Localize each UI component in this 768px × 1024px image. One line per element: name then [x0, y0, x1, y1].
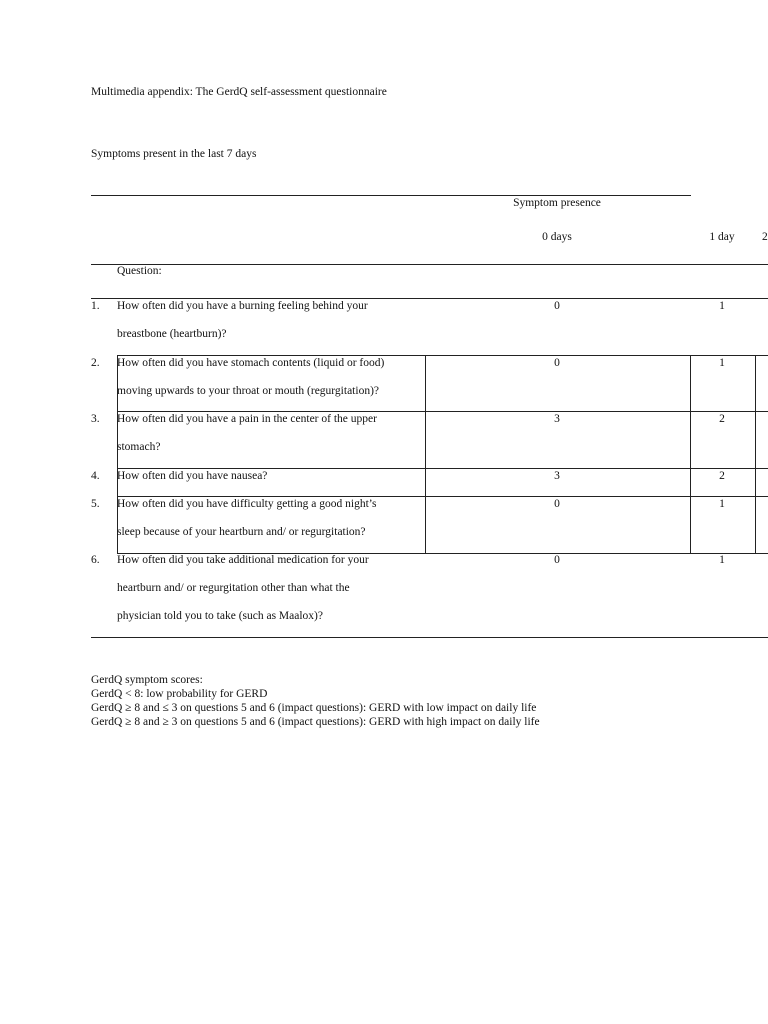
question-text-line: stomach? [117, 441, 161, 453]
row-divider [117, 468, 768, 469]
row-number: 5. [91, 498, 100, 510]
score-0-days: 3 [554, 413, 560, 425]
score-line: GerdQ ≥ 8 and ≤ 3 on questions 5 and 6 (impact questions): GERD with low impact on daily life [91, 702, 537, 714]
score-0-days: 0 [554, 300, 560, 312]
score-0-days: 0 [554, 357, 560, 369]
column-header-0-days: 0 days [542, 231, 572, 243]
row-number: 4. [91, 470, 100, 482]
row-number: 6. [91, 554, 100, 566]
question-text-line: How often did you have difficulty getting a good night’s [117, 498, 377, 510]
score-1-day: 2 [719, 470, 725, 482]
question-text-line: sleep because of your heartburn and/ or regurgitation? [117, 526, 366, 538]
table-header-rule [91, 264, 768, 265]
score-1-day: 2 [719, 413, 725, 425]
question-text-line: physician told you to take (such as Maalox)? [117, 610, 323, 622]
score-0-days: 0 [554, 498, 560, 510]
document-subtitle: Symptoms present in the last 7 days [91, 148, 257, 160]
column-header-2: 2 [762, 231, 768, 243]
cell-border [425, 355, 426, 553]
table-question-rule [91, 298, 768, 299]
score-1-day: 1 [719, 357, 725, 369]
question-text-line: How often did you have a pain in the center of the upper [117, 413, 377, 425]
column-header-1-day: 1 day [709, 231, 735, 243]
score-0-days: 3 [554, 470, 560, 482]
score-line: GerdQ < 8: low probability for GERD [91, 688, 268, 700]
row-number: 3. [91, 413, 100, 425]
score-1-day: 1 [719, 300, 725, 312]
score-line: GerdQ ≥ 8 and ≥ 3 on questions 5 and 6 (impact questions): GERD with high impact on daily life [91, 716, 540, 728]
question-text-line: breastbone (heartburn)? [117, 328, 227, 340]
document-title: Multimedia appendix: The GerdQ self-assessment questionnaire [91, 86, 387, 98]
column-group-header: Symptom presence [513, 197, 601, 209]
row-divider [117, 496, 768, 497]
row-divider [117, 411, 768, 412]
question-text-line: How often did you have nausea? [117, 470, 268, 482]
question-text-line: moving upwards to your throat or mouth (regurgitation)? [117, 385, 380, 397]
question-text-line: How often did you have stomach contents (liquid or food) [117, 357, 385, 369]
question-text-line: How often did you take additional medication for your [117, 554, 369, 566]
question-text-line: How often did you have a burning feeling behind your [117, 300, 368, 312]
score-1-day: 1 [719, 554, 725, 566]
cell-border [690, 355, 691, 553]
scores-block [91, 673, 540, 729]
row-number: 1. [91, 300, 100, 312]
score-1-day: 1 [719, 498, 725, 510]
table-bottom-rule [91, 637, 768, 638]
question-text-line: heartburn and/ or regurgitation other than what the [117, 582, 350, 594]
table-top-rule [91, 195, 691, 196]
score-0-days: 0 [554, 554, 560, 566]
row-number: 2. [91, 357, 100, 369]
cell-border [755, 355, 756, 553]
row-divider [117, 355, 768, 356]
question-label: Question: [117, 265, 162, 277]
scores-heading: GerdQ symptom scores: [91, 674, 203, 686]
